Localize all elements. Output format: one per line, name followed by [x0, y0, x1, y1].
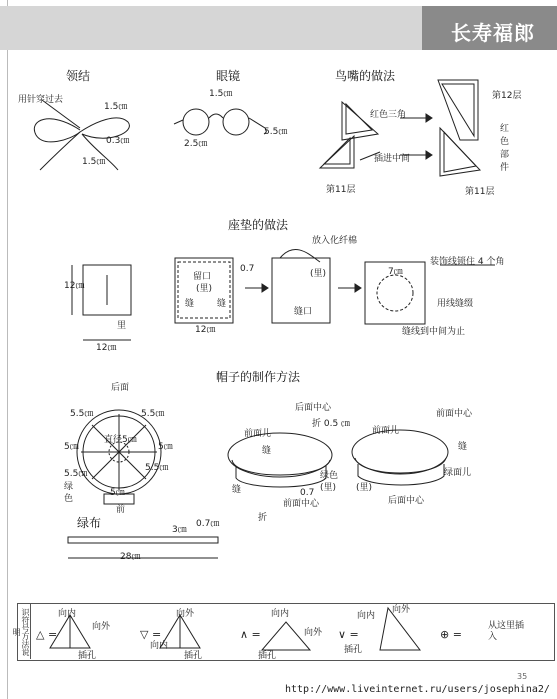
legend-out-4: 向外 [392, 605, 411, 615]
beak-red-part-2: 色 [500, 137, 510, 147]
hat-dim-55c: 5.5㎝ [64, 469, 88, 479]
hat-front-ear-2: 前面儿 [372, 426, 400, 436]
legend-hole-2: 插孔 [184, 651, 203, 661]
hat-front-center: 前面中心 [283, 499, 320, 509]
hat-front-center-2: 前面中心 [436, 409, 473, 419]
cushion-opening-2: 缝口 [294, 307, 313, 317]
cushion-thread-sew: 用线缝缀 [437, 299, 474, 309]
cushion-width-2: 12㎝ [195, 325, 216, 335]
ribbon-diagram [68, 537, 218, 558]
ribbon-title: 绿布 [77, 516, 102, 530]
hat-seam-1: 缝 [262, 446, 272, 456]
cushion-width: 12㎝ [96, 343, 117, 353]
cushion-d07: 0.7 [240, 264, 255, 274]
cushion-opening-inside: 留口 [193, 272, 212, 282]
cushion-stuff: 放入化纤棉 [312, 236, 358, 246]
legend-hole-3: 插孔 [258, 651, 277, 661]
legend-in-3: 向内 [271, 609, 290, 619]
legend-hole-1: 插孔 [78, 651, 97, 661]
hat-back-center-2: 后面中心 [388, 496, 425, 506]
glasses-dim-3: 5.5㎝ [264, 127, 288, 137]
beak-insert-middle: 插进中间 [374, 154, 411, 164]
beak-layer-12: 第12层 [492, 91, 522, 101]
ribbon-dim-07: 0.7㎝ [196, 519, 220, 529]
source-url: http://www.liveinternet.ru/users/josephina2/ [285, 684, 550, 695]
beak-title: 鸟嘴的做法 [335, 69, 396, 83]
hat-dim-5c: 5㎝ [110, 488, 125, 498]
cushion-title: 座垫的做法 [228, 218, 289, 232]
glasses-title: 眼镜 [216, 69, 241, 83]
cushion-sew-mark: (里) [310, 269, 327, 279]
hat-fold: 折 0.5 ㎝ [312, 419, 351, 429]
hat-back-center: 后面中心 [295, 403, 332, 413]
page-title: 长寿福郎 [451, 21, 535, 45]
glasses-diagram [174, 109, 266, 135]
hat-dim-55a: 5.5㎝ [70, 409, 94, 419]
hat-front: 前 [116, 505, 126, 515]
beak-red-triangle: 红色三角 [370, 110, 407, 120]
cushion-height: 12㎝ [64, 281, 85, 291]
cushion-seam-right: 缝 [217, 299, 227, 309]
hat-dim-55d: 5.5㎝ [145, 463, 169, 473]
legend-out-3: 向外 [304, 628, 323, 638]
legend-out-1: 向外 [92, 622, 111, 632]
beak-red-part-4: 件 [500, 163, 510, 173]
legend-in-2: 向内 [150, 641, 169, 651]
hat-green-ear: 绿面儿 [444, 468, 472, 478]
cushion-sew-center: 缝线到中间为止 [402, 327, 466, 337]
hat-dim-55b: 5.5㎝ [141, 409, 165, 419]
cushion-decor: 装饰线锁住 4 个角 [430, 257, 505, 267]
legend-insert-note: 从这里插入 [488, 621, 525, 642]
hat-green-1: 绿 [64, 482, 74, 492]
legend-in-4: 向内 [357, 611, 376, 621]
bow-needle-label: 用针穿过去 [18, 95, 64, 105]
bow-dim-1: 1.5㎝ [104, 102, 128, 112]
hat-green-color: 绿色 [320, 471, 339, 481]
hat-front-ear: 前面儿 [244, 429, 272, 439]
hat-inside: (里) [320, 483, 337, 493]
cushion-inside-1: 里 [117, 321, 127, 331]
legend-symbol-1: △ = [36, 628, 58, 641]
page-number: 35 [517, 672, 528, 681]
hat-diagram [77, 410, 448, 504]
hat-diameter: 直径5㎝ [104, 435, 137, 445]
glasses-dim-2: 2.5㎝ [184, 139, 208, 149]
legend-out-2: 向外 [176, 609, 195, 619]
bow-dim-3: 1.5㎝ [82, 157, 106, 167]
legend-symbol-4: ∨ = [338, 628, 359, 641]
bow-dim-2: 0.3㎝ [106, 136, 130, 146]
hat-title: 帽子的制作方法 [216, 370, 301, 384]
beak-red-part-1: 红 [500, 124, 510, 134]
beak-red-part-3: 部 [500, 150, 510, 160]
hat-back: 后面 [111, 383, 130, 393]
hat-seam-3: 缝 [458, 442, 468, 452]
glasses-dim-1: 1.5㎝ [209, 89, 233, 99]
hat-dim-5b: 5㎝ [158, 442, 173, 452]
cushion-dim-7: 7㎝ [388, 267, 403, 277]
legend-symbol-2: ▽ = [140, 628, 162, 641]
legend-hole-4: 插孔 [344, 645, 363, 655]
ribbon-dim-28: 28㎝ [120, 552, 141, 562]
cushion-inside-2: (里) [196, 284, 213, 294]
legend-symbol-3: ∧ = [240, 628, 261, 641]
hat-d07: 0.7 [300, 488, 315, 498]
hat-inside-2: (里) [356, 483, 373, 493]
beak-layer-11b: 第11层 [465, 187, 495, 197]
legend-symbol-5: ⊕ = [440, 628, 462, 641]
hat-fold-2: 折 [258, 513, 268, 523]
ribbon-dim-3: 3㎝ [172, 525, 187, 535]
beak-layer-11a: 第11层 [326, 185, 356, 195]
hat-dim-5a: 5㎝ [64, 442, 79, 452]
cushion-seam-left: 缝 [185, 299, 195, 309]
bow-title: 领结 [66, 69, 91, 83]
hat-green-2: 色 [64, 494, 74, 504]
hat-seam-2: 缝 [232, 485, 242, 495]
legend-in-1: 向内 [58, 609, 77, 619]
legend-side-label: 识符号方法说明 [17, 603, 31, 659]
